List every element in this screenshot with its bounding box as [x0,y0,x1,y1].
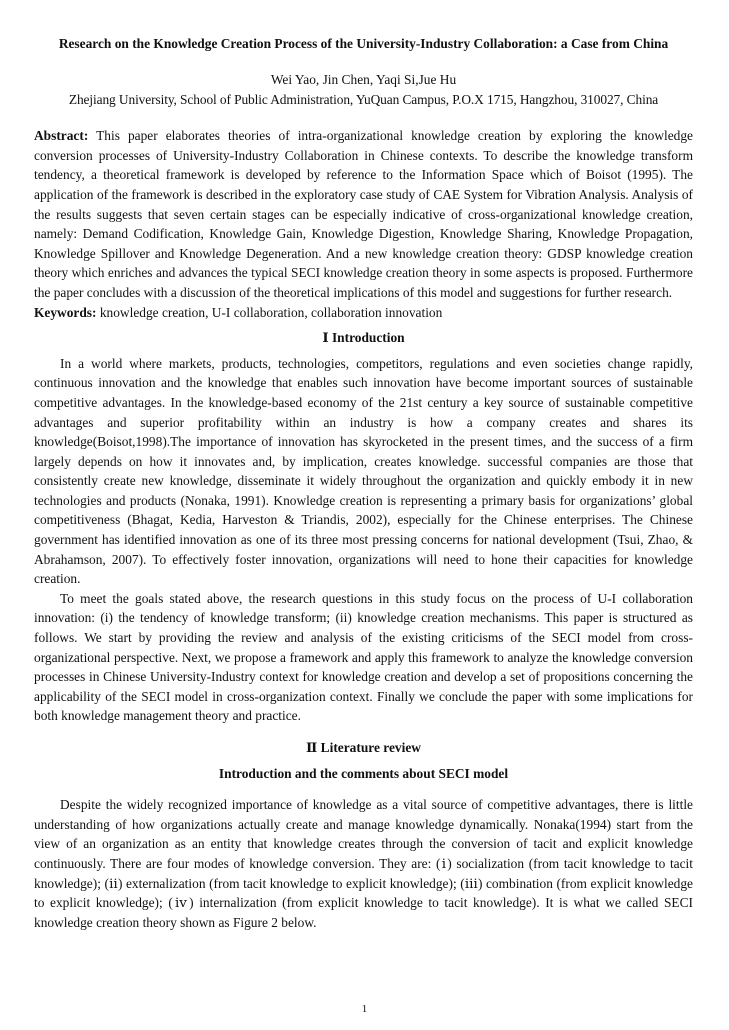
paragraph: In a world where markets, products, technologies, competitors, regulations and even societies change rapidly, continuous innovation and the knowledge that enables such innovation have become important sources of sustainable competitive advantages. In the knowledge-based economy of the 21st century a key source of sustainable competitive advantages and superior profitability within an industry is how a company creates and shares its knowledge(Boisot,1998).The importance of innovation has skyrocketed in the present times, and the success of a firm largely depends on how it innovates and, by implication, creates knowledge. successful companies are those that consistently create new knowledge, disseminate it widely throughout the organization and quickly embody it in new technologies and products (Nonaka, 1991). Knowledge creation is representing a primary basis for organizations’ global competitiveness (Bhagat, Kedia, Harveston & Triandis, 2002), especially for the Chinese enterprises. The Chinese government has identified innovation as one of its three most pressing concerns for national development (Tsui, Zhao, & Abrahamson, 2007). To effectively foster innovation, organizations will need to hone their capacities for knowledge creation. [34,355,693,587]
page-number: 1 [361,1003,368,1015]
subsection-heading: Introduction and the comments about SECI model [218,765,509,781]
abstract-text: This paper elaborates theories of intra-organizational knowledge creation by exploring the knowledge conversion processes of University-Industry Collaboration in Chinese contexts. To describe the knowledge transform tendency, a theoretical framework is developed by reference to the Information Space which of Boisot (1995). The application of the framework is described in the exploratory case study of CAE System for Vibration Analysis. Analysis of the results suggests that seven certain stages can be especially indicative of cross-organizational knowledge creation, namely: Demand Codification, Knowledge Gain, Knowledge Digestion, Knowledge Sharing, Knowledge Propagation, Knowledge Spillover and Knowledge Degeneration. And a new knowledge creation theory: GDSP knowledge creation theory which enriches and advances the typical SECI knowledge creation theory in some aspects is proposed. Furthermore the paper concludes with a discussion of the theoretical implications of this model and suggestions for further research. [34,128,694,300]
author-list: Wei Yao, Jin Chen, Yaqi Si,Jue Hu [270,72,457,87]
section-heading-literature-review: Ⅱ Literature review [306,740,421,755]
abstract-label: Abstract: [34,128,89,144]
paragraph: Despite the widely recognized importance of knowledge as a vital source of competitive advantages, there is little understanding of how organizations actually create and manage knowledge dynamically. Nonaka(1994) start from the view of an organization as an entity that knowledge creates through the conversion of tacit and explicit knowledge continuously. There are four modes of knowledge conversion. They are: (ⅰ) socialization (from tacit knowledge to tacit knowledge); (ⅱ) externalization (from tacit knowledge to explicit knowledge); (ⅲ) combination (from explicit knowledge to explicit knowledge); (ⅳ) internalization (from explicit knowledge to tacit knowledge). It is what we called SECI knowledge creation theory shown as Figure 2 below. [34,797,693,930]
paper-title: Research on the Knowledge Creation Process of the University-Industry Collaboration: a Case from China [58,36,669,51]
paper-page [34,34,693,932]
abstract [34,126,693,302]
keywords-text: knowledge creation, U-I collaboration, collaboration innovation [99,304,443,320]
paragraph: To meet the goals stated above, the research questions in this study focus on the process of U-I collaboration innovation: (i) the tendency of knowledge transform; (ii) knowledge creation mechanisms. This paper is structured as follows. We start by providing the review and analysis of the existing criticisms of the SECI model from cross-organizational perspective. Next, we propose a framework and apply this framework to analyze the knowledge conversion processes in Chinese University-Industry context for knowledge creation and develop a set of propositions concerning the applicability of the SECI model in cross-organization context. Finally we conclude the paper with some implications for both knowledge management theory and practice. [34,590,693,724]
author-affiliation: Zhejiang University, School of Public Administration, YuQuan Campus, P.O.X 1715, Hangzhou, 310027, China [68,91,659,107]
keywords [34,303,693,323]
keywords-label: Keywords: [34,304,97,320]
section-heading-introduction: Ⅰ Introduction [322,330,405,346]
